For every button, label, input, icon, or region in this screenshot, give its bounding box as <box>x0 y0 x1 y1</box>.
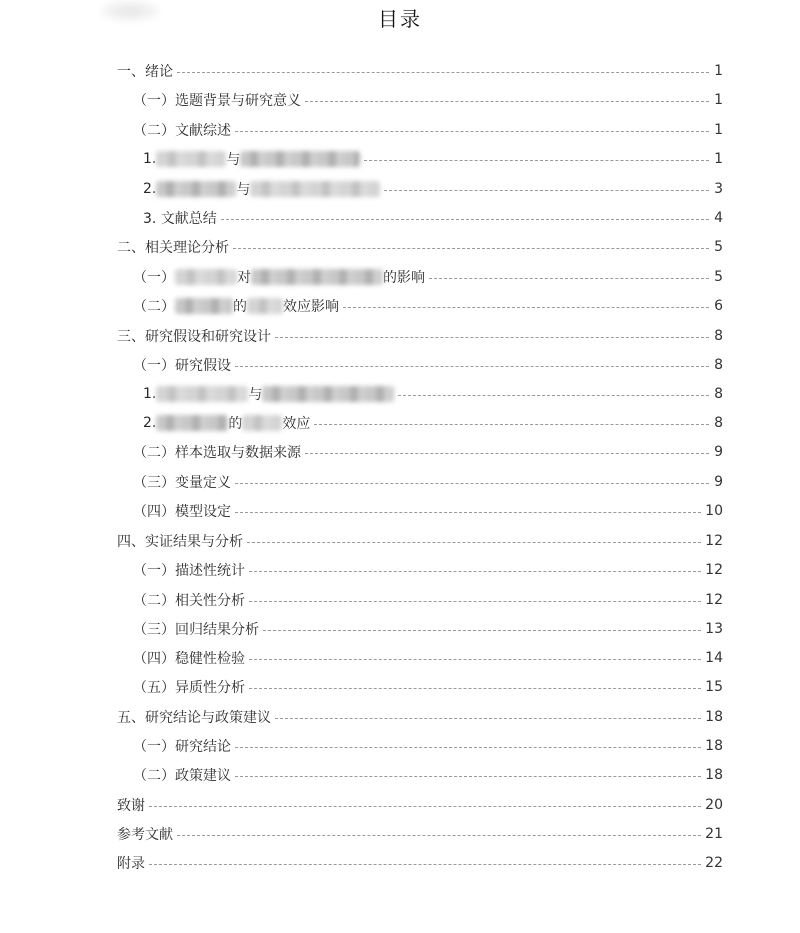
toc-entry-text: （三）变量定义 <box>133 475 231 491</box>
toc-entry-label <box>117 824 173 844</box>
dotted-leader <box>235 366 709 367</box>
toc-entry-text: （二）相关性分析 <box>133 593 245 609</box>
toc-page-number: 1 <box>714 151 723 167</box>
dotted-leader <box>249 601 701 602</box>
toc-entry-text: （一）选题背景与研究意义 <box>133 93 301 109</box>
toc-entry-label <box>133 590 245 610</box>
toc-entry-text: 参考文献 <box>117 827 173 843</box>
toc-page-number: 3 <box>714 181 723 197</box>
toc-entry[interactable] <box>143 178 723 200</box>
toc-entry[interactable] <box>117 530 723 552</box>
toc-entry[interactable] <box>133 735 723 757</box>
dotted-leader <box>177 72 709 73</box>
toc-page-number: 9 <box>714 474 723 490</box>
toc-page-number: 18 <box>705 709 723 725</box>
toc-page-number: 13 <box>705 621 723 637</box>
toc-page-number: 10 <box>705 503 723 519</box>
toc-page-number: 12 <box>705 562 723 578</box>
toc-entry[interactable] <box>133 119 723 141</box>
toc-entry-label <box>133 296 339 316</box>
toc-entry-text: （三）回归结果分析 <box>133 622 259 638</box>
dotted-leader <box>263 630 701 631</box>
toc-entry[interactable] <box>133 647 723 669</box>
toc-entry-text: （二）文献综述 <box>133 123 231 139</box>
toc-entry-prefix: （一） <box>133 270 175 286</box>
dotted-leader <box>249 688 701 689</box>
toc-entry[interactable] <box>117 794 723 816</box>
toc-entry[interactable] <box>117 852 723 874</box>
toc-entry-connector: 与 <box>236 182 251 198</box>
toc-page-number: 5 <box>714 239 723 255</box>
redacted-text <box>156 151 226 167</box>
dotted-leader <box>235 131 709 132</box>
toc-entry-text: （四）模型设定 <box>133 504 231 520</box>
toc-entry[interactable] <box>133 764 723 786</box>
toc-entry-text: 二、相关理论分析 <box>117 240 229 256</box>
dotted-leader <box>305 453 709 454</box>
dotted-leader <box>235 512 701 513</box>
toc-entry-label <box>133 765 231 785</box>
toc-entry-text: （四）稳健性检验 <box>133 651 245 667</box>
toc-entry-label <box>117 61 173 81</box>
toc-entry-prefix: 1. <box>143 386 157 402</box>
redacted-text <box>156 386 248 402</box>
toc-page-number: 6 <box>714 298 723 314</box>
dotted-leader <box>235 747 701 748</box>
toc-entry-text: 3. 文献总结 <box>143 211 217 227</box>
toc-entry-connector: 的 <box>233 299 247 315</box>
toc-entry-label <box>143 384 394 404</box>
toc-entry[interactable] <box>117 706 723 728</box>
toc-entry-label <box>133 619 259 639</box>
toc-entry-prefix: 1. <box>143 151 157 167</box>
toc-page-number: 8 <box>714 357 723 373</box>
toc-entry[interactable] <box>133 676 723 698</box>
toc-entry-prefix: （二） <box>133 299 175 315</box>
toc-entry[interactable] <box>117 325 723 347</box>
toc-entry-text: （一）研究假设 <box>133 358 231 374</box>
dotted-leader <box>275 718 701 719</box>
dotted-leader <box>235 483 709 484</box>
toc-entry-text: 附录 <box>117 856 145 872</box>
toc-entry-prefix: 2. <box>143 415 157 431</box>
toc-entry-label <box>133 267 425 287</box>
toc-page-number: 20 <box>705 797 723 813</box>
dotted-leader <box>235 776 701 777</box>
toc-page-number: 22 <box>705 855 723 871</box>
dotted-leader <box>343 307 709 308</box>
toc-entry-label <box>133 120 231 140</box>
toc-entry-text: 四、实证结果与分析 <box>117 534 243 550</box>
toc-page-number: 1 <box>714 122 723 138</box>
toc-entry[interactable] <box>143 412 723 434</box>
redacted-text <box>156 181 236 197</box>
toc-entry-label <box>133 355 231 375</box>
redacted-text <box>175 298 233 314</box>
toc-entry[interactable] <box>133 266 723 288</box>
toc-entry-label <box>143 149 360 169</box>
dotted-leader <box>149 806 701 807</box>
dotted-leader <box>429 278 709 279</box>
toc-page-number: 12 <box>705 592 723 608</box>
toc-entry[interactable] <box>143 383 723 405</box>
toc-entry-prefix: 2. <box>143 181 157 197</box>
toc-entry-text: （二）政策建议 <box>133 768 231 784</box>
toc-entry[interactable] <box>133 618 723 640</box>
dotted-leader <box>233 248 709 249</box>
dotted-leader <box>364 160 709 161</box>
toc-entry-label <box>143 413 310 433</box>
toc-entry-label <box>117 795 145 815</box>
redacted-text <box>240 151 360 167</box>
toc-page-number: 1 <box>714 92 723 108</box>
toc-entry-text: （一）描述性统计 <box>133 563 245 579</box>
toc-page-number: 8 <box>714 328 723 344</box>
toc-entry-label <box>143 179 380 199</box>
redacted-text <box>262 386 394 402</box>
toc-entry-text: （五）异质性分析 <box>133 680 245 696</box>
toc-entry[interactable] <box>117 60 723 82</box>
toc-entry-text: 一、绪论 <box>117 64 173 80</box>
toc-entry-text: 五、研究结论与政策建议 <box>117 710 271 726</box>
toc-page-number: 12 <box>705 533 723 549</box>
redacted-text <box>247 298 283 314</box>
toc-entry-label <box>133 90 301 110</box>
toc-page-number: 4 <box>714 210 723 226</box>
toc-entry[interactable] <box>143 148 723 170</box>
dotted-leader <box>249 571 701 572</box>
toc-entry-label <box>133 442 301 462</box>
toc-entry-connector: 的 <box>228 416 243 432</box>
toc-entry-suffix: 效应影响 <box>283 299 339 315</box>
toc-entry[interactable] <box>133 500 723 522</box>
toc-entry-label <box>117 237 229 257</box>
toc-entry[interactable] <box>143 207 723 229</box>
redacted-text <box>242 415 282 431</box>
dotted-leader <box>314 424 709 425</box>
toc-entry-label <box>117 531 243 551</box>
toc-entry-label <box>133 736 231 756</box>
redacted-text <box>175 269 237 285</box>
dotted-leader <box>398 395 709 396</box>
toc-entry-connector: 与 <box>226 152 241 168</box>
dotted-leader <box>249 659 701 660</box>
dotted-leader <box>221 219 709 220</box>
dotted-leader <box>177 835 701 836</box>
toc-entry-label <box>133 501 231 521</box>
toc-page-number: 18 <box>705 738 723 754</box>
redacted-text <box>251 269 383 285</box>
toc-entry-label <box>133 472 231 492</box>
toc-page-number: 5 <box>714 269 723 285</box>
toc-entry-connector: 与 <box>248 387 263 403</box>
redacted-text <box>156 415 228 431</box>
toc-entry-label <box>133 677 245 697</box>
toc-entry[interactable] <box>133 589 723 611</box>
toc-entry-label <box>133 648 245 668</box>
toc-entry[interactable] <box>117 823 723 845</box>
toc-entry[interactable] <box>117 236 723 258</box>
toc-entry[interactable] <box>133 441 723 463</box>
toc-entry[interactable] <box>133 295 723 317</box>
toc-page-number: 8 <box>714 415 723 431</box>
dotted-leader <box>305 101 709 102</box>
toc-page-number: 15 <box>705 679 723 695</box>
toc-entry-text: 致谢 <box>117 798 145 814</box>
toc-entry-label <box>117 707 271 727</box>
toc-entry-suffix: 效应 <box>282 416 311 432</box>
toc-page-number: 8 <box>714 386 723 402</box>
toc-entry-label <box>143 208 217 228</box>
toc-entry-connector: 对 <box>237 270 251 286</box>
toc-page-number: 9 <box>714 444 723 460</box>
toc-page-number: 18 <box>705 767 723 783</box>
toc-entry[interactable] <box>133 354 723 376</box>
toc-entry[interactable] <box>133 89 723 111</box>
toc-page-number: 1 <box>714 63 723 79</box>
toc-page-number: 14 <box>705 650 723 666</box>
toc-entry-text: （二）样本选取与数据来源 <box>133 445 301 461</box>
toc-entry-label <box>117 853 145 873</box>
toc-entry-label <box>133 560 245 580</box>
redacted-text <box>250 181 380 197</box>
toc-entry-label <box>117 326 271 346</box>
dotted-leader <box>275 337 709 338</box>
toc-entry-text: 三、研究假设和研究设计 <box>117 329 271 345</box>
toc-title: 目录 <box>378 7 422 31</box>
toc-page-number: 21 <box>705 826 723 842</box>
toc-entry-text: （一）研究结论 <box>133 739 231 755</box>
toc-entry-suffix: 的影响 <box>383 270 425 286</box>
dotted-leader <box>149 864 701 865</box>
dotted-leader <box>247 542 701 543</box>
toc-entry[interactable] <box>133 471 723 493</box>
dotted-leader <box>384 190 709 191</box>
toc-entry[interactable] <box>133 559 723 581</box>
